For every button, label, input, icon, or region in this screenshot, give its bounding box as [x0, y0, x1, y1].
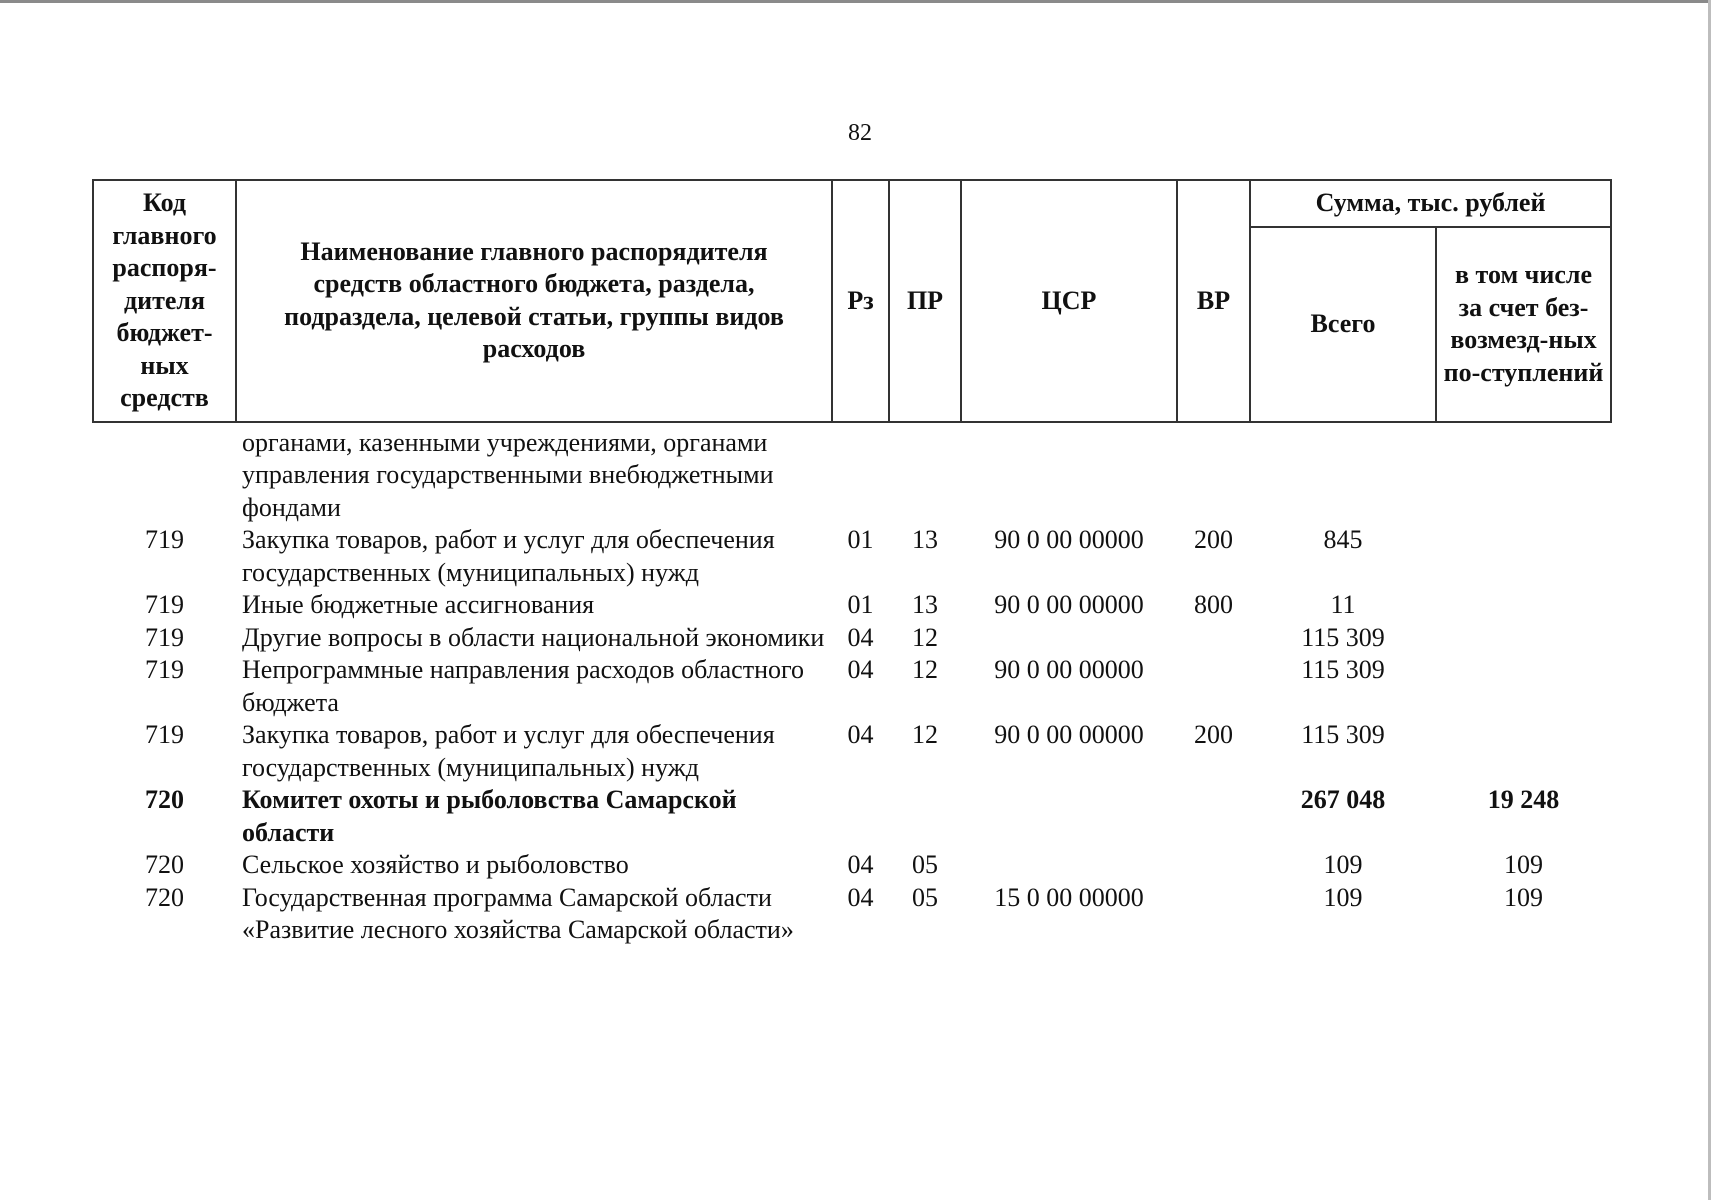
cell-name: Комитет охоты и рыболовства Самарской области [242, 785, 737, 847]
page-number: 82 [848, 120, 872, 146]
table-row [93, 849, 1611, 882]
cell-total: 115 309 [1301, 720, 1385, 749]
cell-csr [961, 784, 1177, 849]
header-name: Наименование главного распорядителя средств областного бюджета, раздела, подраздела, целевой статьи, группы видов расходов [236, 180, 832, 422]
header-sum: Сумма, тыс. рублей [1250, 180, 1611, 227]
table-row [93, 589, 1611, 622]
cell-rz: 04 [847, 622, 874, 652]
cell-csr [961, 622, 1177, 655]
cell-pr [889, 422, 961, 525]
cell-pr: 13 [912, 590, 938, 619]
table-header-row [93, 180, 1611, 227]
cell-pr: 13 [912, 525, 938, 554]
cell-name: Другие вопросы в области национальной экономики [242, 622, 825, 652]
cell-csr: 90 0 00 00000 [994, 720, 1144, 749]
cell-name: Иные бюджетные ассигнования [242, 590, 595, 619]
cell-code: 720 [145, 785, 184, 814]
cell-csr [961, 849, 1177, 882]
cell-vr: 200 [1194, 525, 1233, 554]
header-pr: ПР [889, 180, 961, 422]
cell-gratuitous [1436, 622, 1611, 655]
header-total: Всего [1250, 227, 1436, 422]
table-row [93, 719, 1611, 784]
cell-rz: 04 [847, 850, 874, 879]
cell-gratuitous: 109 [1504, 882, 1543, 912]
header-vr: ВР [1177, 180, 1250, 422]
cell-csr: 90 0 00 00000 [994, 590, 1144, 619]
cell-name: Сельское хозяйство и рыболовство [242, 850, 629, 879]
cell-rz: 04 [847, 882, 874, 912]
cell-gratuitous [1436, 589, 1611, 622]
cell-csr: 15 0 00 00000 [994, 882, 1144, 912]
cell-gratuitous [1436, 719, 1611, 784]
cell-code: 720 [145, 850, 184, 879]
cell-gratuitous [1436, 422, 1611, 525]
cell-total: 267 048 [1300, 785, 1386, 814]
cell-code: 719 [145, 525, 184, 554]
cell-vr [1177, 622, 1250, 655]
cell-total: 115 309 [1301, 655, 1385, 684]
cell-pr [889, 784, 961, 849]
header-rz: Рз [832, 180, 889, 422]
cell-pr: 05 [912, 850, 938, 879]
budget-table [92, 179, 1612, 947]
table-row [93, 882, 1611, 947]
cell-code [93, 422, 236, 525]
cell-code: 719 [145, 720, 184, 749]
cell-pr: 12 [912, 622, 938, 652]
cell-pr: 05 [912, 882, 938, 912]
cell-code: 719 [145, 655, 184, 684]
cell-gratuitous [1436, 524, 1611, 589]
cell-vr [1177, 882, 1250, 947]
cell-pr: 12 [912, 720, 938, 749]
cell-name: Непрограммные направления расходов областного бюджета [242, 655, 804, 717]
cell-vr [1177, 654, 1250, 719]
table-row-committee [93, 784, 1611, 849]
table-row [93, 622, 1611, 655]
header-gratuitous: в том числе за счет без-возмезд-ных по-ступлений [1436, 227, 1611, 422]
cell-gratuitous [1436, 654, 1611, 719]
cell-total: 11 [1330, 590, 1356, 619]
cell-code: 720 [145, 882, 184, 912]
cell-rz [832, 422, 889, 525]
cell-code: 719 [145, 622, 184, 652]
cell-total: 845 [1323, 525, 1363, 554]
cell-csr: 90 0 00 00000 [994, 525, 1144, 554]
table-row [93, 524, 1611, 589]
cell-rz: 01 [847, 525, 874, 554]
cell-csr: 90 0 00 00000 [994, 655, 1144, 684]
scan-edge-top [0, 0, 1711, 3]
cell-pr: 12 [912, 655, 938, 684]
cell-total: 109 [1323, 850, 1363, 879]
cell-vr [1177, 784, 1250, 849]
cell-vr [1177, 422, 1250, 525]
cell-vr: 200 [1194, 720, 1233, 749]
cell-vr: 800 [1194, 590, 1233, 619]
cell-rz [832, 784, 889, 849]
cell-gratuitous: 19 248 [1487, 785, 1560, 814]
cell-code: 719 [145, 590, 184, 619]
cell-csr [961, 422, 1177, 525]
cell-name: Закупка товаров, работ и услуг для обеспечения государственных (муниципальных) нужд [242, 720, 775, 782]
cell-total [1250, 422, 1436, 525]
cell-total: 109 [1323, 882, 1363, 912]
header-csr: ЦСР [961, 180, 1177, 422]
cell-name: Закупка товаров, работ и услуг для обеспечения государственных (муниципальных) нужд [242, 525, 775, 587]
cell-rz: 04 [847, 655, 874, 684]
header-code: Код главного распоря-дителя бюджет-ных средств [93, 180, 236, 422]
table-row [93, 654, 1611, 719]
cell-total: 115 309 [1301, 622, 1385, 652]
cell-rz: 04 [847, 720, 874, 749]
cell-rz: 01 [847, 590, 874, 619]
cell-name: Государственная программа Самарской области «Развитие лесного хозяйства Самарской области» [242, 882, 794, 944]
cell-vr [1177, 849, 1250, 882]
table-row [93, 422, 1611, 525]
cell-gratuitous: 109 [1504, 850, 1543, 879]
cell-name: органами, казенными учреждениями, органами управления государственными внебюджетными фондами [242, 427, 774, 522]
